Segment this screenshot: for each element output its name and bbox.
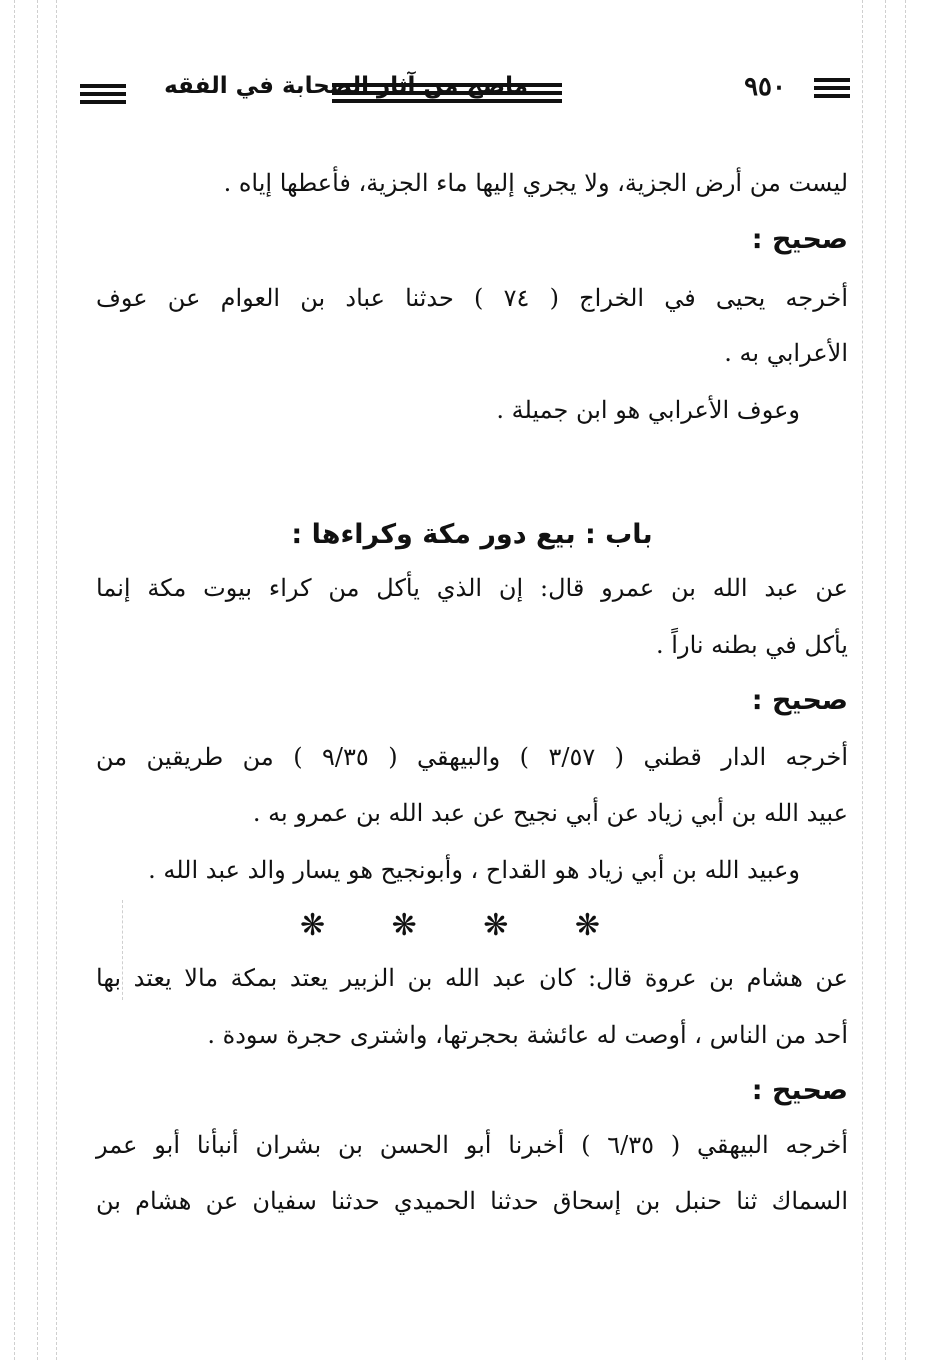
asterism-icon: ❋ [300, 908, 326, 943]
body-line: أحد من الناس ، أوصت له عائشة بحجرتها، واشترى حجرة سودة . [207, 1021, 848, 1049]
margin-guide-line [905, 0, 906, 1360]
body-line: عن عبد الله بن عمرو قال: إن الذي يأكل من كراء بيوت مكة إنما [96, 574, 848, 602]
running-title: ماصح من آثار الصحابة في الفقه [164, 73, 528, 99]
body-line: عن هشام بن عروة قال: كان عبد الله بن الزبير يعتد بمكة مالا يعتد بها [96, 964, 848, 992]
margin-guide-line [56, 0, 57, 1360]
body-line: السماك ثنا حنبل بن إسحاق حدثنا الحميدي حدثنا سفيان عن هشام بن [96, 1187, 848, 1215]
page-number: ٩٥٠ [744, 72, 786, 102]
section-separator [300, 908, 600, 943]
margin-guide-line [14, 0, 15, 1360]
section-heading-sahih: صحيح : [751, 1075, 848, 1106]
body-line: أخرجه البيهقي ( ٦/٣٥ ) أخبرنا أبو الحسن بن بشران أنبأنا أبو عمر [96, 1131, 848, 1159]
margin-guide-line [862, 0, 863, 1360]
body-line: يأكل في بطنه ناراً . [656, 631, 848, 659]
body-line: أخرجه يحيى في الخراج ( ٧٤ ) حدثنا عباد بن العوام عن عوف [96, 284, 848, 312]
margin-guide-line [37, 0, 38, 1360]
body-line: ليست من أرض الجزية، ولا يجري إليها ماء الجزية، فأعطها إياه . [223, 169, 848, 197]
header-rule-left [80, 84, 126, 104]
body-line: أخرجه الدار قطني ( ٣/٥٧ ) والبيهقي ( ٩/٣٥ ) من طريقين من [96, 743, 848, 771]
chapter-title: باب : بيع دور مكة وكراءها : [291, 519, 653, 550]
asterism-icon: ❋ [391, 908, 417, 943]
margin-guide-line [885, 0, 886, 1360]
asterism-icon: ❋ [483, 908, 509, 943]
asterism-icon: ❋ [574, 908, 600, 943]
section-heading-sahih: صحيح : [751, 224, 848, 255]
header-rule-right [814, 78, 850, 98]
body-line: الأعرابي به . [724, 339, 848, 367]
page-header [80, 72, 850, 112]
body-line: عبيد الله بن أبي زياد عن أبي نجيح عن عبد الله بن عمرو به . [252, 799, 848, 827]
section-heading-sahih: صحيح : [751, 685, 848, 716]
body-line: وعبيد الله بن أبي زياد هو القداح ، وأبونجيح هو يسار والد عبد الله . [148, 856, 800, 884]
body-line: وعوف الأعرابي هو ابن جميلة . [496, 396, 800, 424]
